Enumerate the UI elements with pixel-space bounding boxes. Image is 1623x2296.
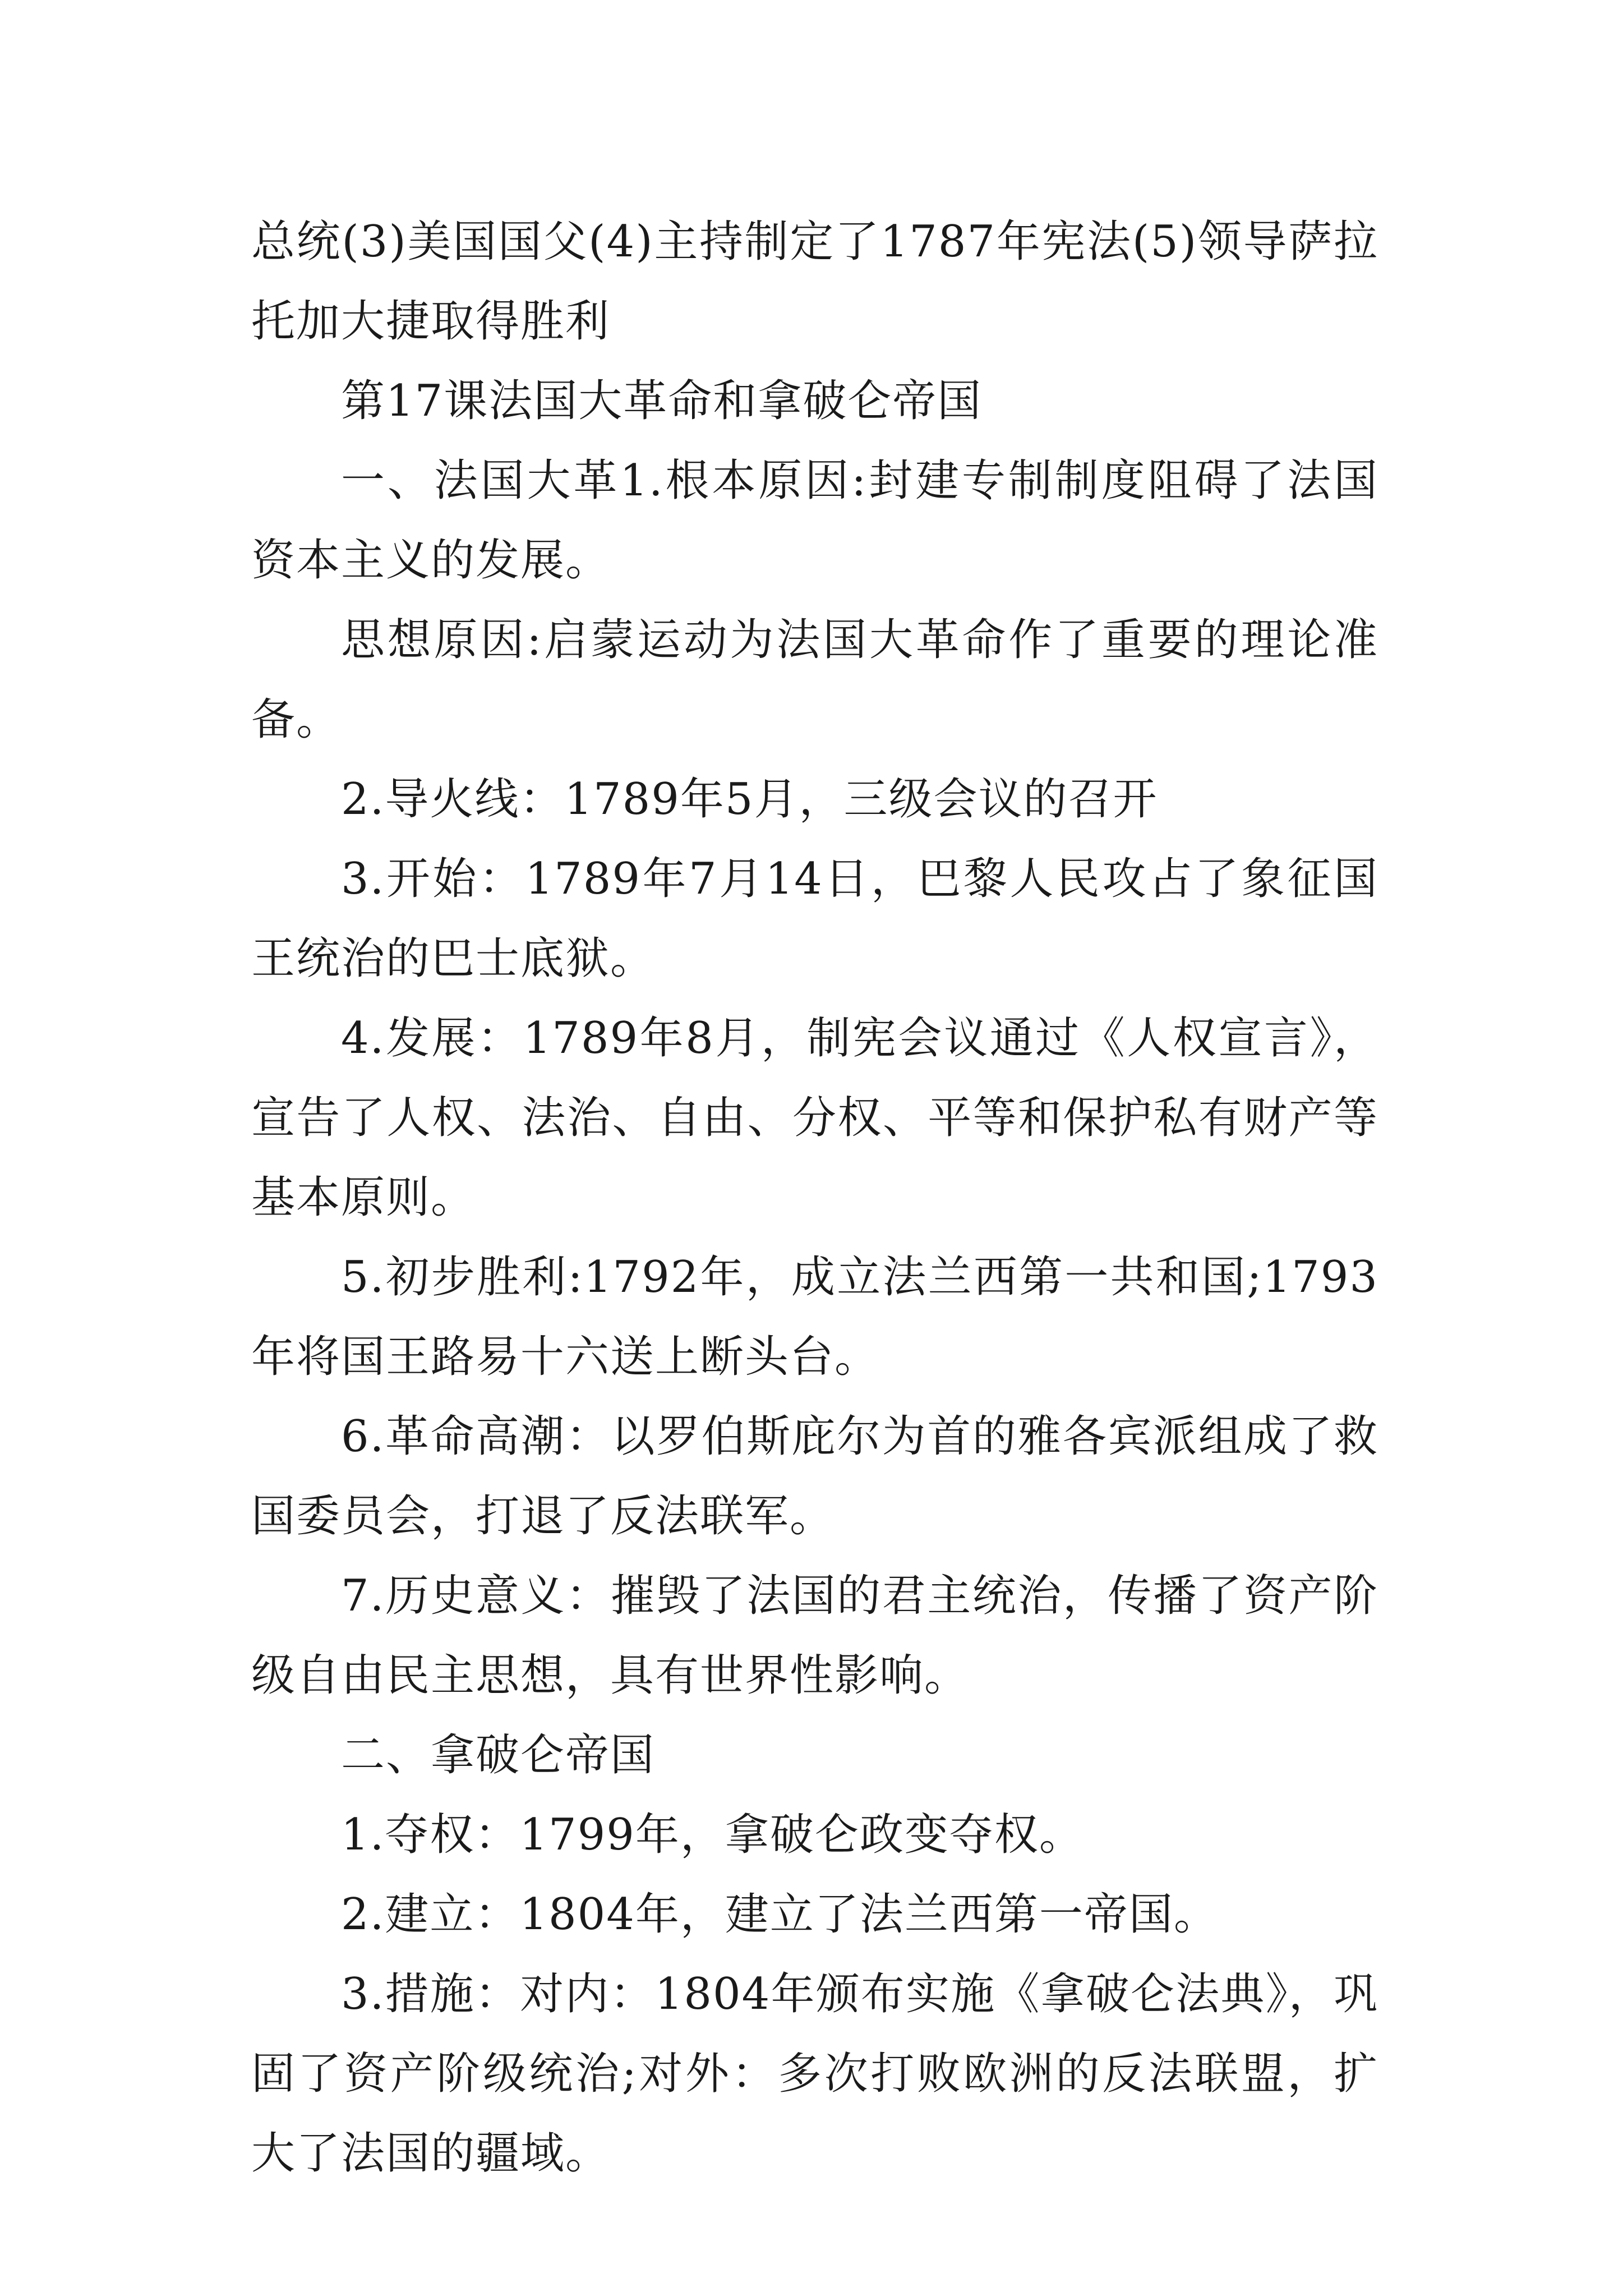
paragraph-seize-power: 1.夺权：1799年，拿破仑政变夺权。	[341, 1810, 1084, 1860]
paragraph-measures: 3.措施：对内：1804年颁布实施《拿破仑法典》，巩固了资产阶级统治;对外：多次打败欧洲的反法联盟，扩大了法国的疆域。	[251, 1969, 1378, 2179]
lesson-title: 第17课法国大革命和拿破仑帝国	[341, 376, 983, 426]
paragraph-significance: 7.历史意义：摧毁了法国的君主统治，传播了资产阶级自由民主思想，具有世界性影响。	[251, 1571, 1378, 1701]
paragraph-continuation: 总统(3)美国国父(4)主持制定了1787年宪法(5)领导萨拉托加大捷取得胜利	[251, 217, 1378, 347]
paragraph-climax: 6.革命高潮：以罗伯斯庇尔为首的雅各宾派组成了救国委员会，打退了反法联军。	[251, 1411, 1378, 1542]
paragraph-root-cause: 一、法国大革1.根本原因:封建专制制度阻碍了法国资本主义的发展。	[251, 455, 1378, 586]
paragraph-development: 4.发展：1789年8月，制宪会议通过《人权宣言》，宣告了人权、法治、自由、分权、平等和保护私有财产等基本原则。	[251, 1013, 1378, 1223]
document-body	[251, 202, 1378, 2193]
paragraph-establish: 2.建立：1804年，建立了法兰西第一帝国。	[341, 1889, 1219, 1940]
paragraph-ideological-cause: 思想原因:启蒙运动为法国大革命作了重要的理论准备。	[251, 615, 1378, 745]
paragraph-start: 3.开始：1789年7月14日，巴黎人民攻占了象征国王统治的巴士底狱。	[251, 854, 1378, 984]
paragraph-trigger: 2.导火线：1789年5月，三级会议的召开	[341, 774, 1158, 825]
section-heading-napoleon: 二、拿破仑帝国	[341, 1730, 656, 1780]
paragraph-initial-victory: 5.初步胜利:1792年，成立法兰西第一共和国;1793年将国王路易十六送上断头台。	[251, 1252, 1378, 1382]
